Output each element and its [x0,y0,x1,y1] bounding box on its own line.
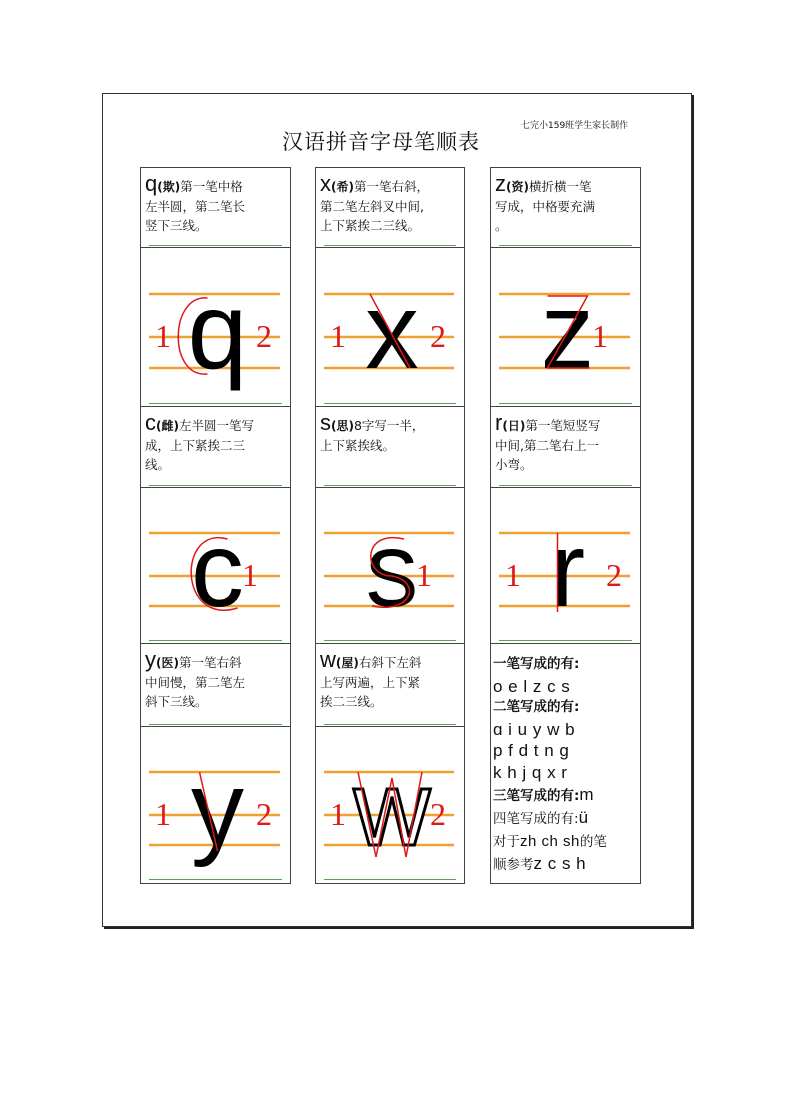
letter-cell-x [315,167,465,408]
cell-divider-green [149,245,282,246]
cell-desc-line-2: 写成，中格要充满 [495,199,596,214]
summary-four-letters: ü [578,808,589,828]
writing-lines-q [141,248,290,402]
cell-description [320,647,462,711]
cell-description [320,171,462,235]
cell-desc-line-1: 8字写一半， [353,418,425,433]
cell-description [495,410,638,474]
cell-desc-line-2: 左半圆，第二笔长 [145,199,246,214]
cell-description [145,171,288,235]
cell-letter-label: w [320,647,336,672]
summary-four-label: 四笔写成的有: [493,811,579,828]
writing-lines-s [316,488,464,639]
cell-desc-line-1: 第一笔右斜 [178,655,242,670]
summary-note1-pre: 对于 [493,833,520,850]
cell-pinyin-hint: (资) [506,180,529,194]
letter-cell-s [315,406,465,645]
writing-lines-y [141,727,290,878]
stroke-number-1: 1 [330,318,346,354]
letter-cell-w [315,643,465,884]
cell-desc-line-3: 小弯。 [495,457,533,472]
cell-divider-green [499,245,632,246]
stroke-number-2: 2 [430,318,446,354]
cell-divider-green [149,485,282,486]
cell-divider-green [499,485,632,486]
summary-note1-letters: zh ch sh [520,832,580,850]
cell-desc-line-2: 第二笔左斜叉中间, [320,199,424,214]
cell-desc-line-3: 。 [495,218,508,233]
cell-pinyin-hint: (雌) [156,419,179,433]
cell-letter-label: x [320,171,331,196]
cell-pinyin-hint: (欺) [157,180,181,194]
cell-desc-line-1: 第一笔中格 [180,179,243,194]
cell-pinyin-hint: (日) [502,419,526,433]
writing-lines-c [141,488,290,639]
letter-glyph-r: r [549,511,586,629]
summary-one-label: 一笔写成的有: [493,656,580,672]
cell-desc-line-2: 成，上下紧挨二三 [145,438,246,453]
stroke-number-1: 1 [242,557,258,593]
cell-divider-green [149,724,282,725]
author-note: 七完小159班学生家长制作 [521,121,629,131]
summary-note2-pre: 顺参考 [493,857,534,874]
cell-desc-line-3: 挨二三线。 [320,694,383,709]
cell-desc-line-1: 第一笔右斜， [353,179,429,194]
cell-desc-line-3: 线。 [145,457,171,472]
letter-glyph-y: y [191,750,244,868]
letter-cell-q [140,167,291,408]
cell-pinyin-hint: (思) [331,419,354,433]
writing-lines-w [316,727,464,878]
summary-note1-post: 的笔 [579,833,607,850]
cell-description [495,171,638,235]
stroke-number-1: 1 [505,557,521,593]
writing-lines-r [491,488,640,639]
summary-three-label: 三笔写成的有: [493,787,580,804]
letter-cell-r [490,406,641,645]
cell-desc-line-3: 上下紧挨二三线。 [320,218,421,233]
summary-panel [493,654,607,877]
cell-divider-green [324,245,456,246]
summary-one-letters: o e l z c s [493,676,571,696]
cell-desc-line-2: 上写两遍，上下紧 [320,675,421,690]
stroke-number-1: 1 [155,796,171,832]
cell-letter-label: y [145,647,156,672]
cell-bottom-line [149,403,282,404]
cell-description [145,410,288,474]
stroke-number-2: 2 [430,796,446,832]
cell-letter-label: q [145,171,158,196]
cell-desc-line-1: 横折横一笔 [528,179,592,194]
writing-lines-z [491,248,640,402]
cell-bottom-line [149,879,282,880]
summary-two-label: 二笔写成的有: [493,699,580,716]
stroke-number-1: 1 [330,796,346,832]
stroke-number-1: 1 [416,557,432,593]
cell-pinyin-hint: (医) [156,656,179,670]
summary-two-row-1: ɑ i u y w b [493,719,576,739]
cell-bottom-line [499,403,632,404]
cell-bottom-line [324,640,456,641]
letter-glyph-s: s [365,511,419,629]
summary-three-letters: m [579,784,595,804]
cell-desc-line-2: 中间,第二笔右上一 [495,438,599,453]
cell-desc-line-1: 第一笔短竖写 [525,418,601,433]
letter-glyph-x: x [365,271,419,391]
stroke-number-1: 1 [155,318,171,354]
cell-desc-line-1: 右斜下左斜 [358,655,422,670]
cell-divider-green [324,724,456,725]
cell-desc-line-1: 左半圆一笔写 [178,418,254,433]
cell-pinyin-hint: (屋) [335,656,359,670]
letter-glyph-q: q [187,271,248,391]
stroke-number-2: 2 [606,557,622,593]
letter-cell-c [140,406,291,645]
cell-bottom-line [324,403,456,404]
stroke-number-1: 1 [592,318,608,354]
letter-glyph-c: c [191,511,244,629]
cell-divider-green [324,485,456,486]
letter-glyph-z: z [540,271,595,391]
summary-note2-letters: z c s h [533,854,587,874]
cell-letter-label: s [320,410,331,435]
cell-bottom-line [324,879,456,880]
cell-bottom-line [499,640,632,641]
cell-bottom-line [149,640,282,641]
stroke-number-2: 2 [256,796,272,832]
cell-letter-label: c [145,410,156,435]
cell-pinyin-hint: (希) [331,180,354,194]
page-title: 汉语拼音字母笔顺表 [282,130,480,154]
cell-desc-line-3: 竖下三线。 [145,218,208,233]
cell-desc-line-2: 中间慢，第二笔左 [145,675,246,690]
cell-desc-line-2: 上下紧挨线。 [320,438,396,453]
cell-letter-label: z [495,171,506,196]
letter-cell-y [140,643,291,884]
letter-glyph-w: w [353,750,431,868]
summary-two-row-2: p f d t n g [493,741,570,761]
stroke-number-2: 2 [256,318,272,354]
letter-cell-z [490,167,641,408]
cell-letter-label: r [495,410,503,435]
cell-description [145,647,288,711]
cell-description [320,410,462,455]
summary-two-row-3: k h j q x r [493,762,568,782]
writing-lines-x [316,248,464,402]
cell-desc-line-3: 斜下三线。 [145,694,208,709]
